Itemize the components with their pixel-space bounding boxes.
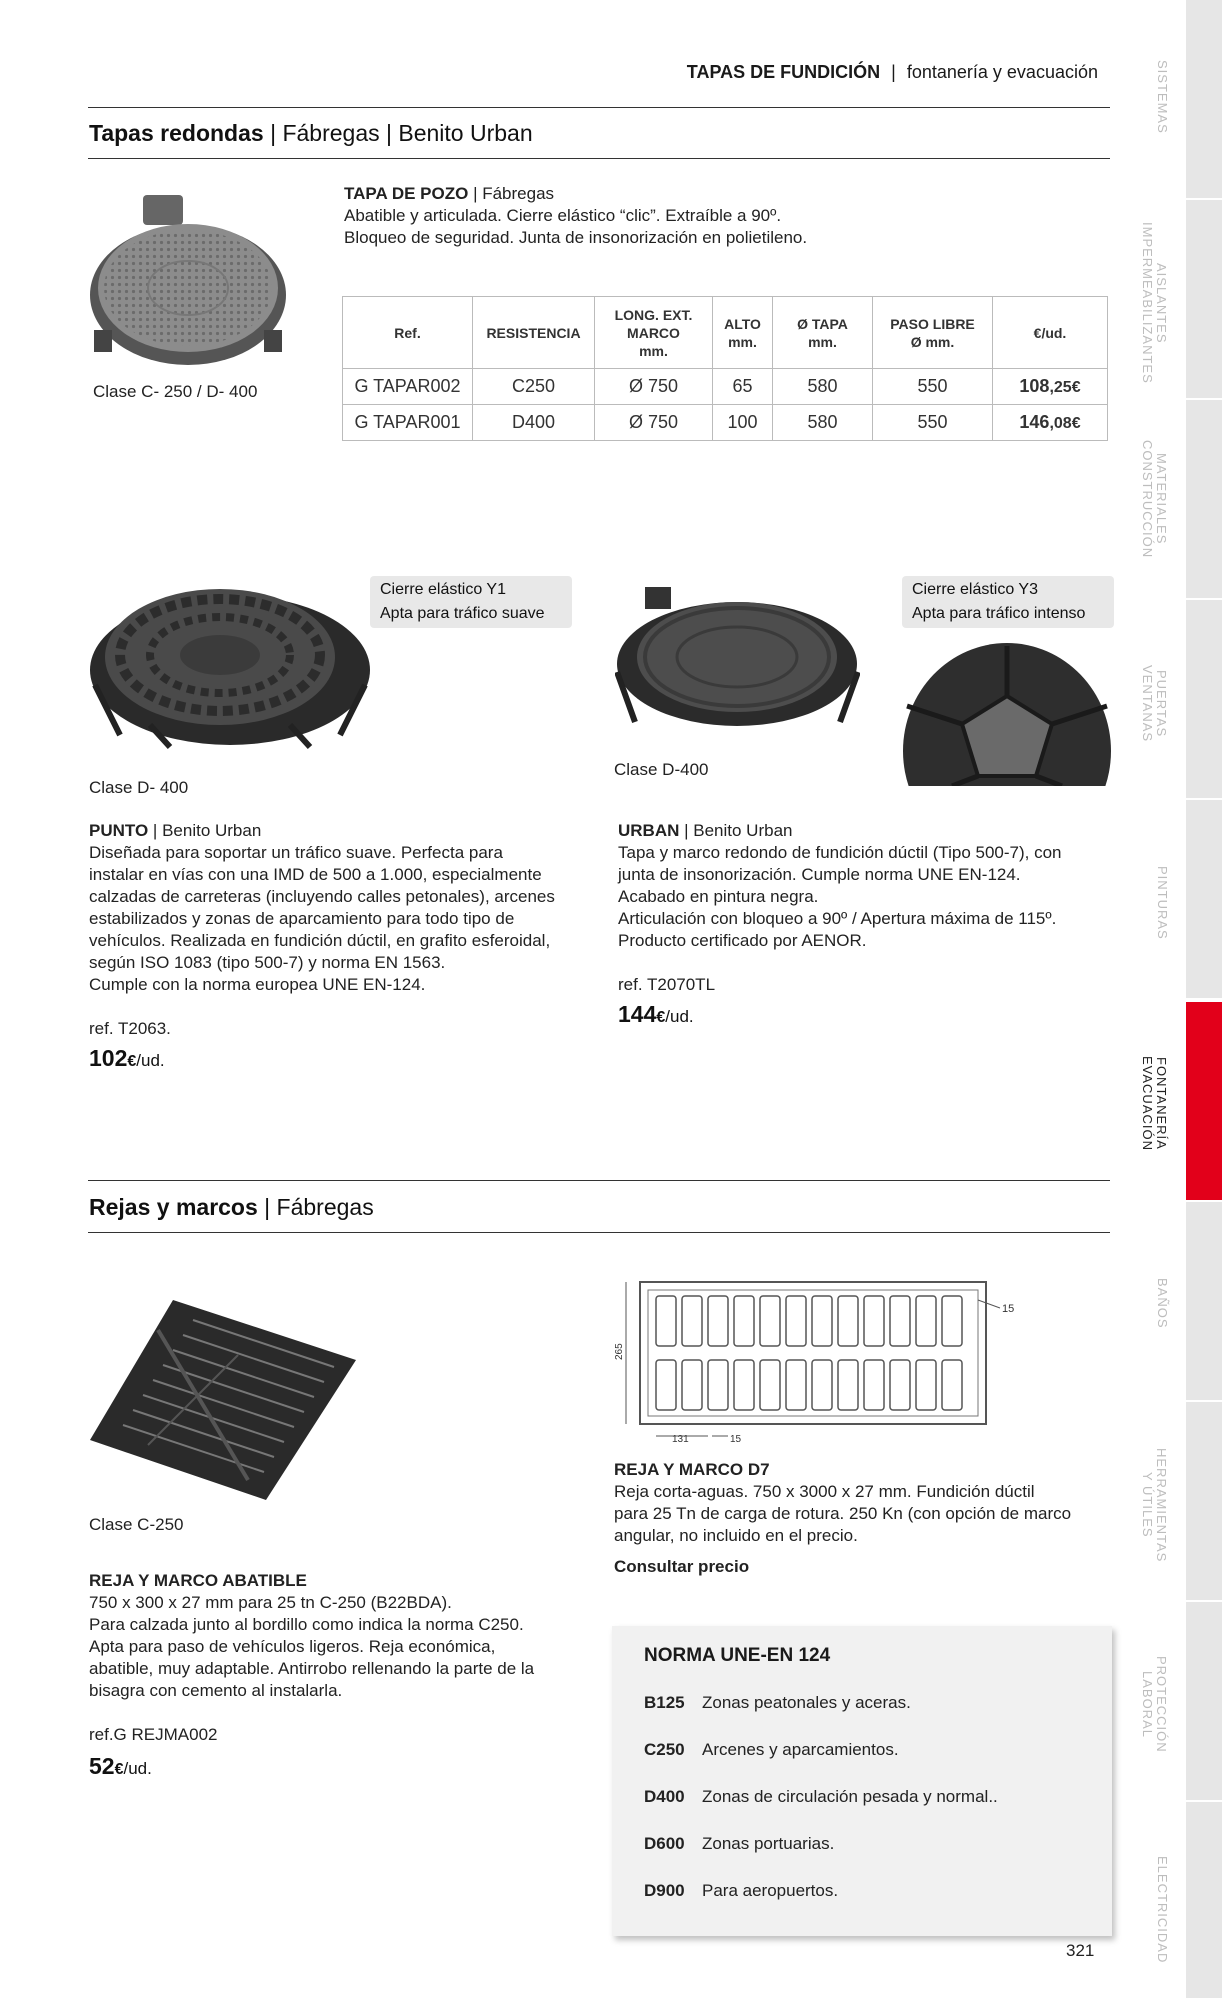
table-row [343, 405, 1108, 441]
side-tab-label: MATERIALES CONSTRUCCIÓN [1140, 440, 1169, 559]
side-tab-puertas[interactable] [1186, 600, 1222, 800]
section-title-tapas: Tapas redondas | Fábregas | Benito Urban [89, 120, 533, 146]
side-tab-label: ELECTRICIDAD [1155, 1856, 1170, 1964]
side-tab-fontaneria[interactable] [1186, 1002, 1222, 1202]
punto-title: PUNTO | Benito Urban [89, 821, 262, 840]
norma-row: D900 Para aeropuertos. [644, 1881, 839, 1900]
abatible-class-label: Clase C-250 [89, 1515, 184, 1534]
col-header: €/ud. [993, 297, 1108, 369]
norma-row: D600 Zonas portuarias. [644, 1834, 835, 1853]
cell-alto: 65 [713, 369, 773, 405]
punto-desc: Diseñada para soportar un tráfico suave. Perfecta para instalar en vías con una IMD de 500 a 1.000, especialmente calzadas de carreteras (incluyendo calles petonales), arcenes estabilizados y zonas de aparcamiento para todo tipo de vehículos. Realizada en fundición dúctil, en grafito esferoidal, según ISO 1083 (tipo 500-7) y norma EN 1563. Cumple con la norma europea UNE EN-124. [89, 843, 555, 994]
side-tab-proteccion[interactable] [1186, 1602, 1222, 1802]
tapa-desc-line1: Abatible y articulada. Cierre elástico “clic”. Extraíble a 90º. [344, 206, 782, 225]
norma-row: B125 Zonas peatonales y aceras. [644, 1693, 911, 1712]
col-header: Ø TAPA mm. [773, 297, 873, 369]
col-header: LONG. EXT. MARCO mm. [595, 297, 713, 369]
urban-price: 144€/ud. [618, 1001, 694, 1027]
header-category: TAPAS DE FUNDICIÓN [686, 62, 881, 82]
cell-price: 108,25€ [993, 369, 1108, 405]
side-tab-materiales[interactable] [1186, 400, 1222, 600]
header-rule [88, 107, 1110, 108]
cell-res: D400 [473, 405, 595, 441]
cell-price: 146,08€ [993, 405, 1108, 441]
cell-paso: 550 [873, 369, 993, 405]
cell-res: C250 [473, 369, 595, 405]
col-header: RESISTENCIA [473, 297, 595, 369]
cell-alto: 100 [713, 405, 773, 441]
punto-class-label: Clase D- 400 [89, 778, 189, 797]
tapa-spec-table [342, 296, 1108, 441]
d7-desc: Reja corta-aguas. 750 x 3000 x 27 mm. Fundición dúctil para 25 Tn de carga de rotura. 250 Kn (con opción de marco angular, no incluido en el precio. [614, 1482, 1072, 1545]
dim-label: 131 [672, 1434, 689, 1445]
side-tab-label: BAÑOS [1155, 1278, 1170, 1329]
dim-label: 15 [1002, 1303, 1015, 1315]
punto-price: 102€/ud. [89, 1045, 165, 1071]
side-tab-banos[interactable] [1186, 1202, 1222, 1402]
abatible-title: REJA Y MARCO ABATIBLE [89, 1571, 307, 1590]
table-row [343, 369, 1108, 405]
side-tab-herramientas[interactable] [1186, 1402, 1222, 1602]
side-tab-sistemas[interactable] [1186, 0, 1222, 200]
abatible-price: 52€/ud. [89, 1753, 152, 1779]
punto-badge: Cierre elástico Y1 Apta para tráfico suave [370, 576, 572, 628]
table-header-row [343, 297, 1108, 369]
side-tab-electricidad[interactable] [1186, 1802, 1222, 2000]
tapa-de-pozo-image [88, 190, 288, 370]
urban-badge: Cierre elástico Y3 Apta para tráfico intenso [902, 576, 1114, 628]
reja-abatible-image [88, 1295, 358, 1505]
section-rule [88, 158, 1110, 159]
page-header: TAPAS DE FUNDICIÓN | fontanería y evacuación [686, 62, 1098, 82]
urban-ref: ref. T2070TL [618, 975, 716, 994]
urban-underside-image [902, 636, 1112, 786]
tapa-desc-line2: Bloqueo de seguridad. Junta de insonorización en polietileno. [344, 228, 808, 247]
side-tab-pinturas[interactable] [1186, 800, 1222, 1000]
cell-tapa: 580 [773, 405, 873, 441]
reja-d7-drawing [612, 1276, 1032, 1446]
tapa-de-pozo-title: TAPA DE POZO | Fábregas [344, 184, 555, 203]
side-tab-label: PUERTAS VENTANAS [1140, 665, 1169, 743]
urban-class-label: Clase D-400 [614, 760, 709, 779]
punto-ref: ref. T2063. [89, 1019, 171, 1038]
cell-ref: G TAPAR001 [343, 405, 473, 441]
abatible-ref: ref.G REJMA002 [89, 1725, 218, 1744]
dim-label: 265 [614, 1343, 625, 1360]
side-tab-label: SISTEMAS [1155, 60, 1170, 134]
side-tab-label-active: FONTANERÍA EVACUACIÓN [1140, 1056, 1169, 1151]
side-tab-aislantes[interactable] [1186, 200, 1222, 400]
side-tab-label: AISLANTES IMPERMEABILIZANTES [1140, 222, 1169, 384]
side-tab-label: PINTURAS [1155, 866, 1170, 940]
section-rule [88, 1232, 1110, 1233]
side-tab-label: HERRAMIENTAS Y ÚTILES [1140, 1448, 1169, 1563]
cell-long: Ø 750 [595, 369, 713, 405]
dim-label: 15 [730, 1434, 742, 1445]
urban-title: URBAN | Benito Urban [618, 821, 793, 840]
norma-box [612, 1626, 1112, 1936]
punto-image [90, 575, 380, 750]
section-title-rejas: Rejas y marcos | Fábregas [89, 1194, 374, 1220]
page-number: 321 [1066, 1941, 1095, 1960]
col-header: Ref. [343, 297, 473, 369]
side-tab-label: PROTECCIÓN LABORAL [1140, 1656, 1169, 1753]
col-header: ALTO mm. [713, 297, 773, 369]
cell-long: Ø 750 [595, 405, 713, 441]
cell-paso: 550 [873, 405, 993, 441]
urban-image [615, 582, 860, 732]
abatible-desc: 750 x 300 x 27 mm para 25 tn C-250 (B22BDA). Para calzada junto al bordillo como indica la norma C250. Apta para paso de vehículos ligeros. Reja económica, abatible, muy adaptable. Antirrobo rellenando la parte de la bisagra con cemento al instalarla. [89, 1593, 535, 1700]
col-header: PASO LIBRE Ø mm. [873, 297, 993, 369]
tapa-class-label: Clase C- 250 / D- 400 [93, 382, 258, 401]
norma-row: C250 Arcenes y aparcamientos. [644, 1740, 899, 1759]
urban-desc: Tapa y marco redondo de fundición dúctil (Tipo 500-7), con junta de insonorización. Cumple norma UNE EN-124. Acabado en pintura negra. Articulación con bloqueo a 90º / Apertura máxima de 115º. Producto certificado por AENOR. [618, 843, 1062, 950]
cell-tapa: 580 [773, 369, 873, 405]
header-subcategory: fontanería y evacuación [906, 62, 1098, 82]
norma-title: NORMA UNE-EN 124 [644, 1645, 831, 1666]
section-rule [88, 1180, 1110, 1181]
d7-title: REJA Y MARCO D7 [614, 1460, 770, 1479]
d7-consult-price: Consultar precio [614, 1557, 750, 1576]
cell-ref: G TAPAR002 [343, 369, 473, 405]
norma-row: D400 Zonas de circulación pesada y normal.. [644, 1787, 998, 1806]
